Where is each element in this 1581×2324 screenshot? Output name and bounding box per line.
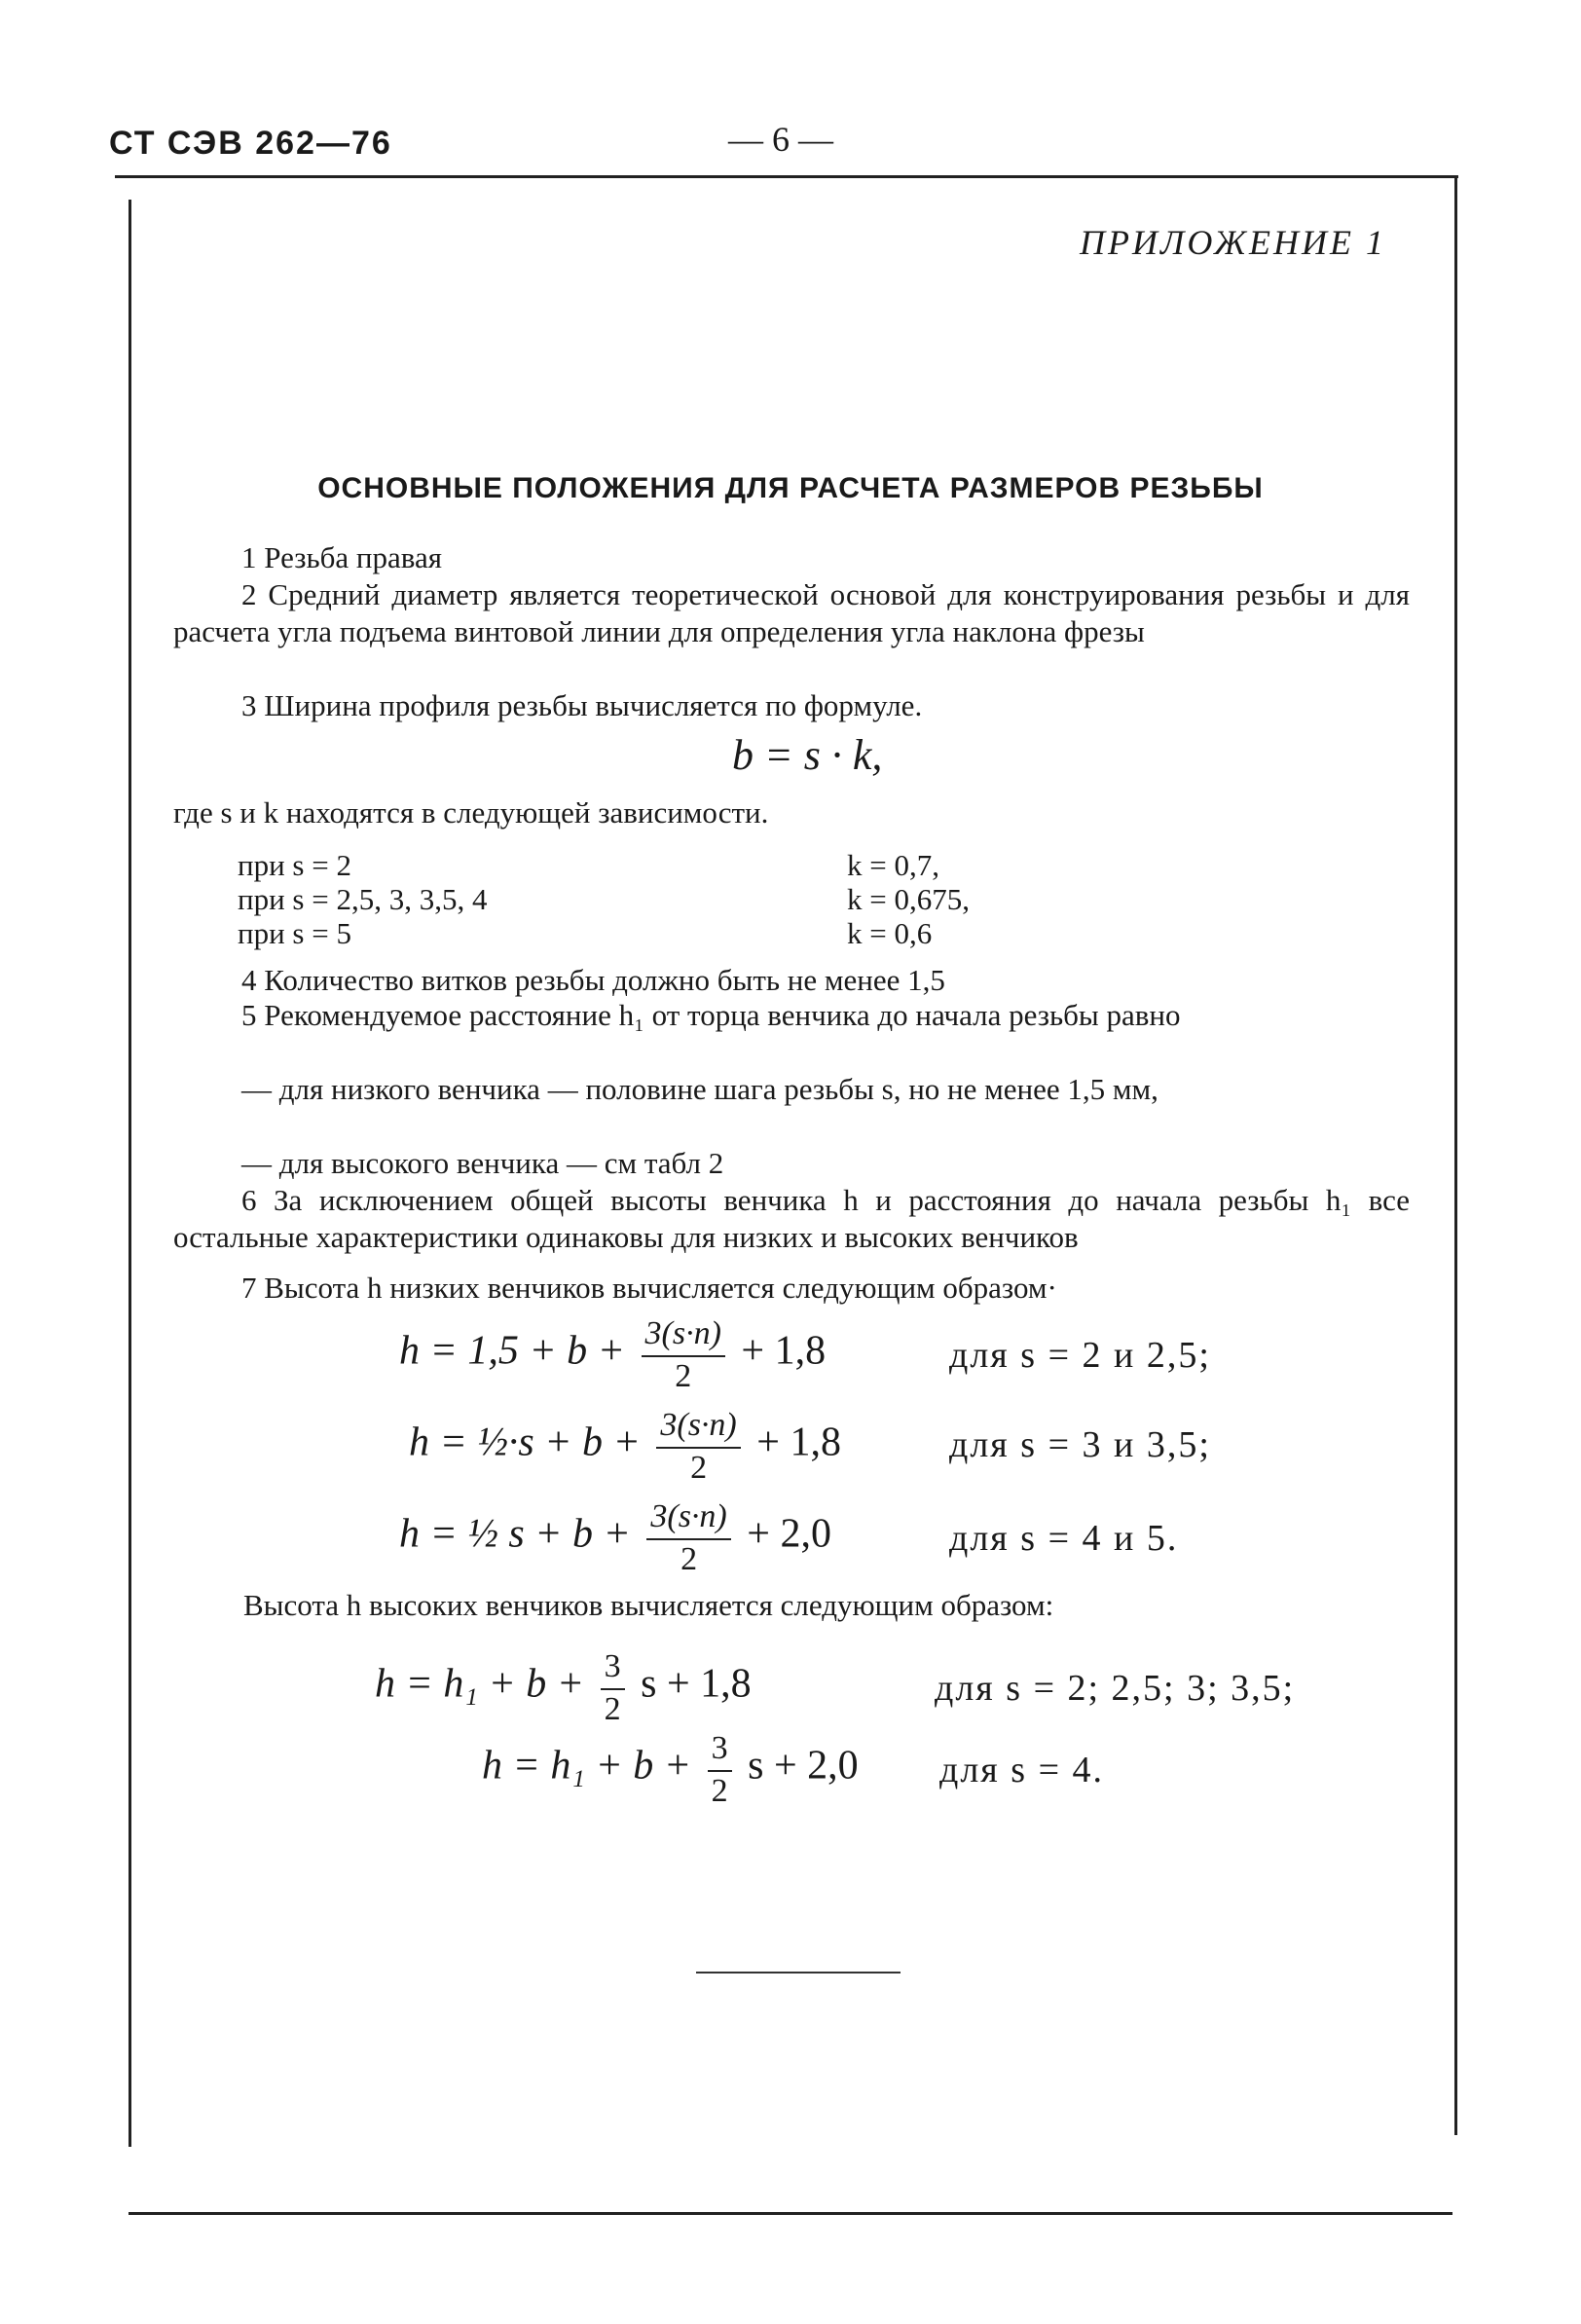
low-formula-2-tail: + 1,8 — [756, 1420, 841, 1465]
low-formula-2-frac — [656, 1404, 740, 1488]
frame-bottom-border — [129, 2212, 1452, 2215]
high-formula-2-num: 3 — [708, 1727, 732, 1772]
frame-top-border — [115, 175, 1458, 178]
low-formula-1 — [399, 1312, 826, 1396]
item-5a: — для низкого венчика — половине шага резьбы s, но не менее 1,5 мм, — [241, 1072, 1158, 1106]
item-5: 5 Рекомендуемое расстояние h₁ от торца венчика до начала резьбы равно — [241, 998, 1181, 1032]
low-formula-3-tail: + 2,0 — [747, 1511, 831, 1557]
low-formula-2-cond: для s = 3 и 3,5; — [949, 1424, 1211, 1465]
low-formula-1-num: 3(s·n) — [642, 1312, 725, 1357]
high-formula-2-lhs: h = h₁ + b + — [482, 1743, 692, 1789]
low-formula-2-den: 2 — [690, 1450, 708, 1486]
standard-code: СТ СЭВ 262—76 — [109, 125, 392, 162]
where-text: где s и k находятся в следующей зависимости. — [173, 795, 769, 830]
high-formula-1-frac — [601, 1645, 625, 1729]
page-number: — 6 — — [728, 120, 833, 159]
appendix-label: ПРИЛОЖЕНИЕ 1 — [1080, 223, 1386, 262]
item-4: 4 Количество витков резьбы должно быть не менее 1,5 — [241, 963, 945, 997]
high-formula-1-den: 2 — [604, 1691, 621, 1727]
high-formula-1 — [375, 1645, 752, 1729]
high-formula-2-tail: s + 2,0 — [748, 1743, 859, 1789]
low-formula-2 — [409, 1404, 841, 1488]
item-1: 1 Резьба правая — [241, 540, 442, 574]
dep-k-1: k = 0,7, — [847, 848, 939, 882]
low-formula-1-tail: + 1,8 — [741, 1328, 827, 1374]
low-formula-2-lhs: h = ½·s + b + — [409, 1420, 641, 1465]
high-formula-1-cond: для s = 2; 2,5; 3; 3,5; — [935, 1668, 1296, 1709]
high-formula-2-frac — [708, 1727, 732, 1811]
low-formula-3-cond: для s = 4 и 5. — [949, 1518, 1179, 1559]
item-6: 6 За исключением общей высоты венчика h и расстояния до начала резьбы h₁ все остальные характеристики одинаковы для низких и высоких венчиков — [173, 1183, 1410, 1254]
low-formula-3 — [399, 1495, 831, 1579]
low-formula-1-frac — [642, 1312, 725, 1396]
end-separator — [696, 1972, 901, 1974]
low-formula-3-frac — [646, 1495, 730, 1579]
high-formula-2 — [482, 1727, 859, 1811]
dep-s-3: при s = 5 — [238, 916, 351, 950]
low-formula-3-lhs: h = ½ s + b + — [399, 1511, 631, 1557]
dep-k-2: k = 0,675, — [847, 882, 970, 916]
high-formula-1-lhs: h = h₁ + b + — [375, 1661, 585, 1707]
high-rim-intro: Высота h высоких венчиков вычисляется следующим образом: — [243, 1588, 1054, 1622]
low-formula-1-lhs: h = 1,5 + b + — [399, 1328, 626, 1374]
formula-b: b = s · k, — [732, 731, 883, 779]
item-7: 7 Высота h низких венчиков вычисляется следующим образом· — [241, 1271, 1057, 1305]
low-formula-1-den: 2 — [675, 1358, 692, 1394]
section-title: ОСНОВНЫЕ ПОЛОЖЕНИЯ ДЛЯ РАСЧЕТА РАЗМЕРОВ РЕЗЬБЫ — [317, 472, 1264, 504]
high-formula-1-tail: s + 1,8 — [641, 1661, 752, 1707]
dep-k-3: k = 0,6 — [847, 916, 933, 950]
high-formula-2-den: 2 — [711, 1773, 728, 1809]
high-formula-2-cond: для s = 4. — [939, 1750, 1104, 1790]
low-formula-3-den: 2 — [680, 1541, 698, 1577]
low-formula-1-cond: для s = 2 и 2,5; — [949, 1335, 1211, 1376]
high-formula-1-num: 3 — [601, 1645, 625, 1690]
dep-s-1: при s = 2 — [238, 848, 351, 882]
low-formula-3-num: 3(s·n) — [646, 1495, 730, 1540]
dep-s-2: при s = 2,5, 3, 3,5, 4 — [238, 882, 488, 916]
low-formula-2-num: 3(s·n) — [656, 1404, 740, 1449]
item-2: 2 Средний диаметр является теоретической основой для конструирования резьбы и для расчета угла подъема винтовой линии для определения угла наклона фрезы — [173, 577, 1410, 648]
item-5b: — для высокого венчика — см табл 2 — [241, 1146, 724, 1180]
item-3: 3 Ширина профиля резьбы вычисляется по формуле. — [241, 688, 923, 722]
